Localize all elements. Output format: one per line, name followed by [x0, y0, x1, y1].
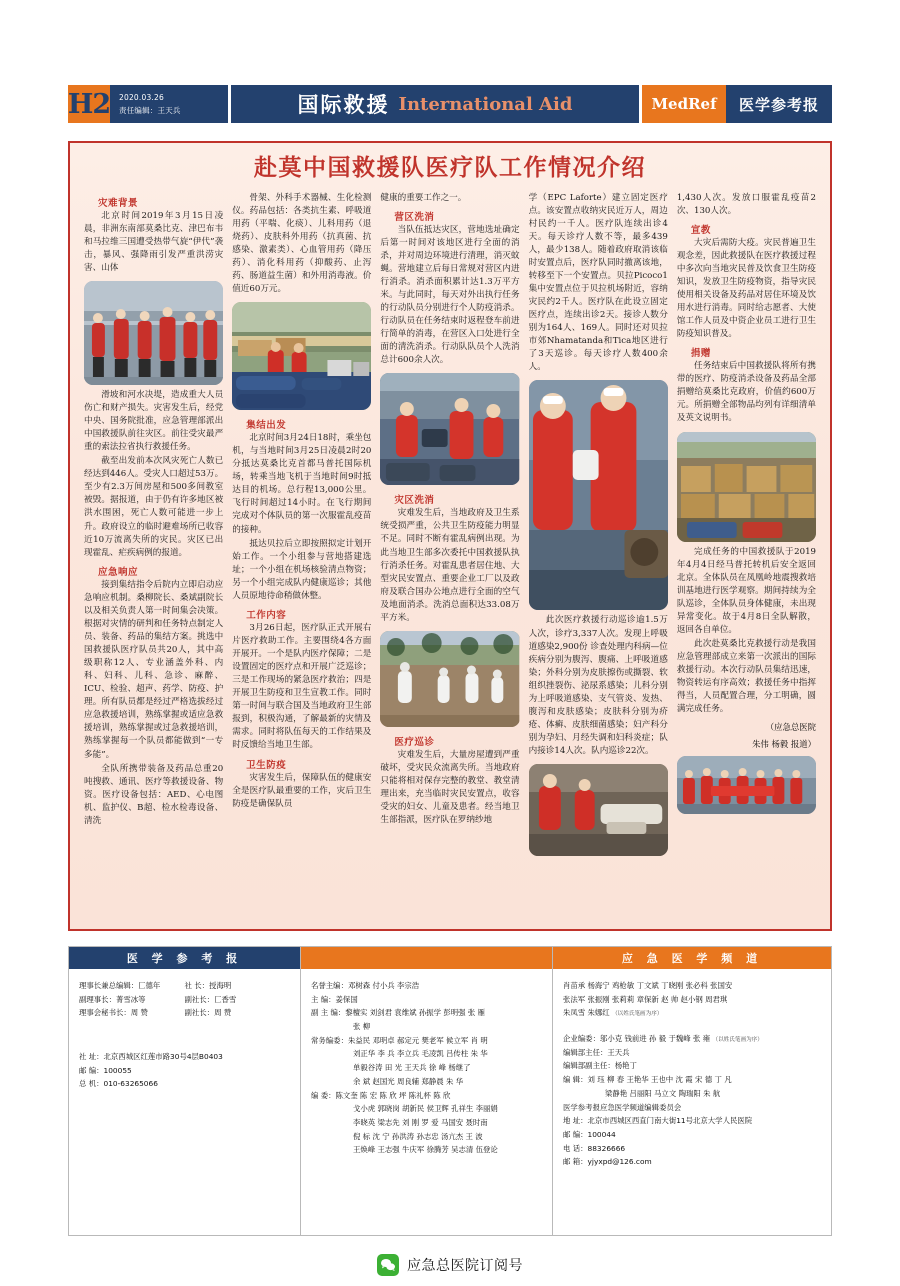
section-title-block — [231, 85, 639, 123]
section-heading-work-content: 工作内容 — [246, 609, 287, 621]
editor-order-note: （以姓氏笔画为序） — [612, 1011, 663, 1018]
photo-medical-tent-treatment — [380, 373, 519, 485]
section-title-cn: 国际救援 — [297, 93, 390, 117]
footer-masthead-panel — [68, 946, 832, 1236]
masthead-date-block — [110, 85, 228, 123]
editorial-dept-vice-director-label: 编辑部副主任： — [563, 1061, 615, 1071]
paragraph: 全队所携带装备及药品总重20吨搜救、通讯、医疗等救援设备、物资。医疗设备包括：AED、心电图机、监护仪、B超、检水检毒设备、清洗 — [84, 763, 224, 826]
vice-chairman-label: 副理事长： — [79, 994, 116, 1004]
article-container — [68, 141, 832, 931]
paragraph: 完成任务的中国救援队于2019年4月4日经马普托转机后安全返回北京。全体队员在凤凰岭地震搜救培训基地进行医学观察。期间持续为全队巡诊，全体队员身体健康，未出现异常变化。故于4月8日全队解散，返回各自单位。 — [676, 546, 817, 635]
section-heading-disaster-background: 灾难背景 — [98, 197, 139, 209]
brand-logo: MedRef — [642, 85, 726, 123]
editor-names-row-2: 张法军 张振刚 张莉莉 章保新 赵 帅 赵小钢 周君琪 — [563, 994, 728, 1004]
article-byline-line1: （应急总医院 — [765, 722, 817, 733]
section-heading-epidemic-prevention: 卫生防疫 — [246, 759, 287, 771]
section-title-en: International Aid — [398, 93, 573, 115]
section-heading-donation: 捐赠 — [690, 348, 711, 360]
vice-president-label: 副社长： — [184, 994, 215, 1004]
standing-editors-row-3: 单毅谷涛 田 光 王天兵 徐 峰 杨继了 — [353, 1063, 471, 1073]
secretary-general-row — [79, 1006, 185, 1020]
chief-editor-row — [311, 993, 542, 1007]
vice-president-value: 匚香雪 — [214, 994, 237, 1004]
chief-editor-value: 姜保国 — [335, 994, 358, 1004]
chairman-label: 理事长兼总编辑： — [79, 981, 139, 990]
right-zipcode-line: 邮 编：100044 — [563, 1129, 616, 1139]
article-columns — [84, 192, 816, 937]
wechat-subscription-footer[interactable] — [0, 1243, 900, 1286]
paragraph: 1,430人次。发放口服霍乱疫苗2次、130人次。 — [676, 192, 817, 216]
footer-right-body — [553, 969, 831, 1175]
paragraph: 3月26日起，医疗队正式开展右片医疗救助工作。主要围绕4各方面开展开。一个是队内医疗保障；二是设置固定的医疗点和开展广泛巡诊；三是工作现场的紧急医疗救治；四是开展卫生防疫和卫生宣教工作。同时第一时间与联合国及当地政府卫生部报到，积极沟通，了解最新的灾情及需求。同时将队伍每天的工作结果及时反馈给当地卫生部。 — [232, 622, 372, 751]
article-column-1 — [84, 192, 223, 937]
paragraph: 此次赴莫桑比克救援行动是我国应急管理部成立来第一次派出的国际救援行动。本次行动队员集结迅速，物资转运有序高效；救援任务中指挥得当，人员配置合理，分工明确，圆满完成任务。 — [676, 638, 817, 715]
chairman-value: 匚德年 — [138, 981, 161, 990]
vice-president-2-label: 副社长： — [184, 1008, 215, 1018]
standing-editors-row-4: 余 斌 赵国光 周良辅 郑静晨 朱 华 — [353, 1076, 464, 1086]
article-column-4 — [529, 192, 668, 937]
editors-row-4: 倪 标 沈 宁 孙洪涛 孙志忠 汤亢杰 王 波 — [353, 1131, 483, 1141]
article-column-3 — [380, 192, 519, 937]
corporate-editors-label: 企业编委： — [563, 1034, 600, 1044]
deputy-chief-editor-row — [311, 1006, 542, 1020]
editors-row — [311, 1089, 542, 1103]
editorial-dept-director-value: 王天兵 — [607, 1047, 630, 1057]
section-heading-camp-decontamination: 营区洗消 — [394, 211, 435, 223]
footer-banner-paper: 医 学 参 考 报 — [69, 947, 300, 969]
footer-banner-channel: 应 急 医 学 频 道 — [553, 947, 831, 969]
responsible-editor: 责任编辑：王天兵 — [119, 105, 181, 115]
editors-row-2: 戈小虎 郭晓岗 胡新民 侯卫辉 孔祥生 李丽娟 — [353, 1104, 498, 1114]
right-editors-value: 刘 珏 柳 春 王艳华 王也中 沈 霞 宋 德 丁 凡 — [587, 1075, 732, 1085]
photo-doctor-examining-child — [529, 380, 668, 610]
right-editors-row — [563, 1073, 821, 1087]
corporate-order-note: （以姓氏笔画为序） — [712, 1037, 763, 1044]
section-heading-medical-patrol: 医疗巡诊 — [394, 736, 435, 748]
standing-editors-row — [311, 1034, 542, 1048]
corporate-editors-row — [563, 1032, 821, 1046]
editors-row-3: 李晓英 梁志先 刘 刚 罗 爱 马国安 聂时南 — [353, 1117, 488, 1127]
footer-left-contact — [79, 1050, 290, 1091]
honorary-chief-editor-value: 邓树森 付小兵 李宗浩 — [347, 981, 420, 990]
editors-label: 编 委： — [311, 1090, 336, 1100]
footer-column-left — [69, 947, 301, 1235]
corporate-editors-value: 邬小克 钱前进 孙 毅 于魏峰 张 雍 — [599, 1034, 711, 1044]
paragraph: 健康的重要工作之一。 — [380, 192, 467, 203]
paragraph: 灾害发生后，保障队伍的健康安全是医疗队最重要的工作，灾后卫生防疫是确保队员 — [232, 772, 372, 809]
standing-editors-row-2: 刘正华 李 兵 李立兵 毛凌凯 吕传柱 朱 华 — [353, 1049, 488, 1059]
footer-left-leaders — [79, 979, 290, 1020]
paragraph: 灾难发生后，当地政府及卫生系统受损严重，公共卫生防疫能力明显不足。同时不断有霍乱病例出现。为此当地卫生部多次委托中国救援队执行消杀任务。对霍乱患者居住地、大型灾民安置点、重要企业工厂以及政府及联合国办公地点进行全面的空气及地面消杀。洗消总面积达33.08万平方米。 — [380, 508, 520, 623]
honorary-chief-editor-row — [311, 979, 542, 993]
editor-names-row-3-value: 朱凤雪 朱娜红 — [563, 1008, 610, 1018]
editors-row-5: 王焕峰 王志强 牛庆军 徐腾芳 吴志清 伍登论 — [353, 1145, 498, 1155]
photo-rescue-team-lineup — [84, 281, 223, 385]
editor-names-row-3 — [563, 1006, 821, 1020]
article-column-2 — [232, 192, 371, 937]
wechat-icon — [377, 1254, 399, 1276]
footer-mid-body — [301, 969, 552, 1163]
editorial-committee-line: 医学参考报应急医学频道编辑委员会 — [563, 1102, 682, 1112]
standing-editors-label: 常务编委： — [311, 1035, 348, 1045]
footer-column-middle — [301, 947, 553, 1235]
secretary-general-value: 周 赞 — [130, 1008, 148, 1018]
editorial-dept-director-label: 编辑部主任： — [563, 1047, 608, 1057]
photo-loading-supplies — [232, 302, 371, 410]
paragraph: 抵达贝拉后立即按照拟定计划开始工作。一个小组参与营地搭建选址；一个小组在机场核验清点物资；另一个小组完成队内健康巡诊；其他人员原地待命稍做休整。 — [232, 538, 372, 601]
deputy-chief-editor-label: 副 主 编： — [311, 1008, 346, 1018]
paragraph: 截至出发前本次风灾死亡人数已经达到446人。受灾人口超过53万。至少有2.3万间房屋和500多间教室被毁。据报道，由于仍有许多地区被洪水围困，死亡人数可能进一步上升。政府设立的临时避难场所已收容近10万流离失所的灾民。灾区已出现霍乱、疟疾病例的报道。 — [84, 456, 224, 558]
footer-column-right — [553, 947, 831, 1235]
right-editors-label: 编 辑： — [563, 1075, 588, 1085]
page-number: H2 — [68, 85, 110, 123]
secretary-general-label: 理事会秘书长： — [79, 1008, 131, 1018]
photo-team-group — [677, 756, 816, 814]
editorial-dept-vice-director-value: 杨艳丁 — [614, 1061, 637, 1071]
article-column-5 — [677, 192, 816, 937]
footer-left-body — [69, 969, 300, 1097]
right-email-line: 邮 箱：yjyxpd@126.com — [563, 1157, 652, 1167]
paragraph: 滑坡和河水决堤，造成重大人员伤亡和财产损失。灾害发生后，经党中央、国务院批准，应急管理部派出中国救援队前往灾区。前往受灾最严重的索法拉省执行救援任务。 — [84, 389, 224, 453]
paragraph: 大灾后需防大疫。灾民普遍卫生观念差，因此救援队在医疗救援过程中多次向当地灾民普及饮食卫生防疫知识，发放卫生防疫物资，指导灾民使用相关设备及药品对居住环境及饮用水进行消毒。同时给志愿者、大使馆工作人员及中资企业员工进行卫生防疫知识普及。 — [676, 237, 817, 340]
address-line: 社 址：北京西城区红莲市路30号4层B0403 — [79, 1052, 223, 1062]
article-byline-line2: 朱伟 杨毅 报道） — [752, 738, 817, 749]
paragraph: 骨架、外科手术器械、生化检测仪。药品包括：各类抗生素、呼吸道用药（平喘、化痰）、儿科用药（退烧药）、皮肤科外用药（抗真菌、抗感染、激素类）、心血管用药（降压药）、消化科用药（抑酸药、止泻药、肠道益生菌）和外用消毒液。价值近60万元。 — [232, 192, 372, 295]
paragraph: 当队伍抵达灾区，营地选址确定后第一时间对该地区进行全面的消杀，并对周边环境进行清理，消灭蚊蝇。营地建立后每日常规对营区内进行消杀。消杀面积累计达1.3万平方米。与此同时，每天对外出执行任务的行动队员分别进行个人防疫消杀。行动队员在任务结束时返程登车前进行简单的消毒，在营区入口处进行全面的清洗消杀。行动队队员个人洗消总计600余人次。 — [380, 224, 520, 366]
standing-editors-value: 朱益民 邓明卓 郝定元 樊老军 候立军 肖 明 — [347, 1035, 488, 1045]
honorary-chief-editor-label: 名誉主编： — [311, 981, 348, 990]
right-editors-row-2: 梁静艳 吕丽阳 马立文 陶瑞阳 朱 航 — [605, 1088, 721, 1098]
deputy-chief-editor-value: 黎檀实 刘剑君 袁维斌 孙振学 彭明强 张 雁 — [345, 1008, 486, 1018]
paragraph: 任务结束后中国救援队将所有携带的医疗、防疫消杀设备及药品全部捐赠给莫桑比克政府，价值约600万元。所捐赠全部物品均列有详细清单及英文说明书。 — [676, 361, 817, 424]
paragraph: 北京时间3月24日18时，乘坐包机，与当地时间3月25日凌晨2时20分抵达莫桑比克首都马普托国际机场，转乘当地飞机于当地时间9时抵达目的机场。总行程13,000公里。飞行时间超过14小时。在飞行期间完成对个体队员的第一次服霍乱疫苗的接种。 — [232, 433, 372, 535]
chief-editor-label: 主 编： — [311, 994, 336, 1004]
editor-names-row-1: 肖苗承 杨海宁 鸡枪敏 丁文斌 丁晓刚 张必科 张国安 — [563, 981, 733, 990]
footer-banner-spacer — [301, 947, 552, 969]
paragraph: 北京时间2019年3月15日凌晨，非洲东南部莫桑比克、津巴布韦和马拉维三国遭受热带气旋“伊代”袭击，暴风、强降雨引发严重洪涝灾害、山体 — [84, 210, 224, 273]
chairman-row — [79, 979, 185, 993]
section-heading-education: 宣教 — [690, 224, 711, 236]
paragraph: 此次医疗救援行动巡诊逾1.5万人次，诊疗3,337人次。发现上呼吸道感染2,900份 诊查处理内科病—位疾病分别为腹泻、腹痛、上呼吸道感染；外科分别为皮肤擦伤或撕裂、软组织挫裂伤、泌尿系感染；儿科分别为上呼吸道感染、支气管炎、发热、腹泻和皮肤感染；皮肤科分别为疥疮、体癣、皮肤细菌感染；妇产科分别为孕妇、月经失调和妇科炎症；队内接诊14人次。队内巡诊22次。 — [528, 615, 668, 757]
vice-chairman-row — [79, 993, 185, 1007]
phone-line: 总 机：010-63265066 — [79, 1079, 158, 1089]
vice-president-2-row — [185, 1006, 291, 1020]
photo-field-treatment — [529, 764, 668, 856]
deputy-chief-editor-row-2: 张 柳 — [353, 1022, 371, 1032]
wechat-label: 应急总医院订阅号 — [407, 1257, 523, 1274]
editors-value: 陈文奎 陈 宏 陈 欣 坪 陈礼杯 陈 欣 — [335, 1090, 451, 1100]
photo-disinfection-workers — [380, 631, 519, 727]
president-row — [185, 979, 291, 993]
paragraph: 灾难发生后，大量房屋遭到严重破坏，受灾民众流离失所。当地政府只能将相对保存完整的教堂、教堂清理出来，充当临时灾民安置点，收容受灾的妇女、儿童及患者。经当地卫生部指派，医疗队在罗纳纱地 — [380, 749, 520, 826]
right-address-line: 地 址：北京市西城区西直门南大街11号北京大学人民医院 — [563, 1116, 753, 1126]
issue-date: 2020.03.26 — [119, 92, 164, 102]
vice-chairman-value: 菁雪冰等 — [115, 994, 146, 1004]
photo-donated-supplies — [677, 432, 816, 542]
section-heading-emergency-response: 应急响应 — [98, 566, 139, 578]
section-heading-disaster-area-decontamination: 灾区洗消 — [394, 495, 435, 507]
article-title: 赴莫中国救援队医疗队工作情况介绍 — [254, 155, 646, 181]
paragraph: 学（EPC Laforte）建立固定医疗点。该安置点收纳灾民近万人，周边村民约一千人。医疗队连续出诊4天。每天诊疗人数不等，最多439人，最少138人。随着政府取消该临时安置点后，医疗队同时撤离该地，转移至下一个安置点。贝拉Picoco1集中安置点位于贝拉机场附近，容纳灾民约2千人。医疗队在此设立固定医疗点，连续出诊2天。接诊人数分别为164人、169人。同时还对贝拉市郊Nhamatanda和Tica地区进行了3天巡诊。每天诊疗人数400余人。 — [528, 192, 668, 373]
zipcode-line: 邮 编：100055 — [79, 1065, 132, 1075]
vice-president-2-value: 周 赞 — [214, 1008, 232, 1018]
president-label: 社 长： — [184, 981, 210, 990]
president-value: 授海明 — [209, 981, 232, 990]
paper-name: 医学参考报 — [726, 85, 832, 123]
masthead-bar — [68, 85, 832, 123]
section-heading-assembly-departure: 集结出发 — [246, 420, 287, 432]
editorial-dept-director-row — [563, 1046, 821, 1060]
vice-president-row — [185, 993, 291, 1007]
paragraph: 接到集结指令后院内立即启动应急响应机制。桑柳院长、桑斌副院长以及相关负责人第一时间集会决策。根据对灾情的研判和任务特点制定人员、装备、药品的集结方案。挑选中国救援队医疗队员共20人，其中高级职称12人、专业涵盖外科、内科、妇科、儿科、急诊、麻醉、ICU、检验、超声、药学、防疫、护理。所有队员都是经过严格选拔经过应急救援培训，熟练掌握或适应急救援培训，熟练掌握或过急救援培训，熟练掌握每一个队员都能做到“一专多能”。 — [84, 579, 224, 760]
editorial-dept-vice-director-row — [563, 1059, 821, 1073]
right-phone-line: 电 话：88326666 — [563, 1143, 626, 1153]
